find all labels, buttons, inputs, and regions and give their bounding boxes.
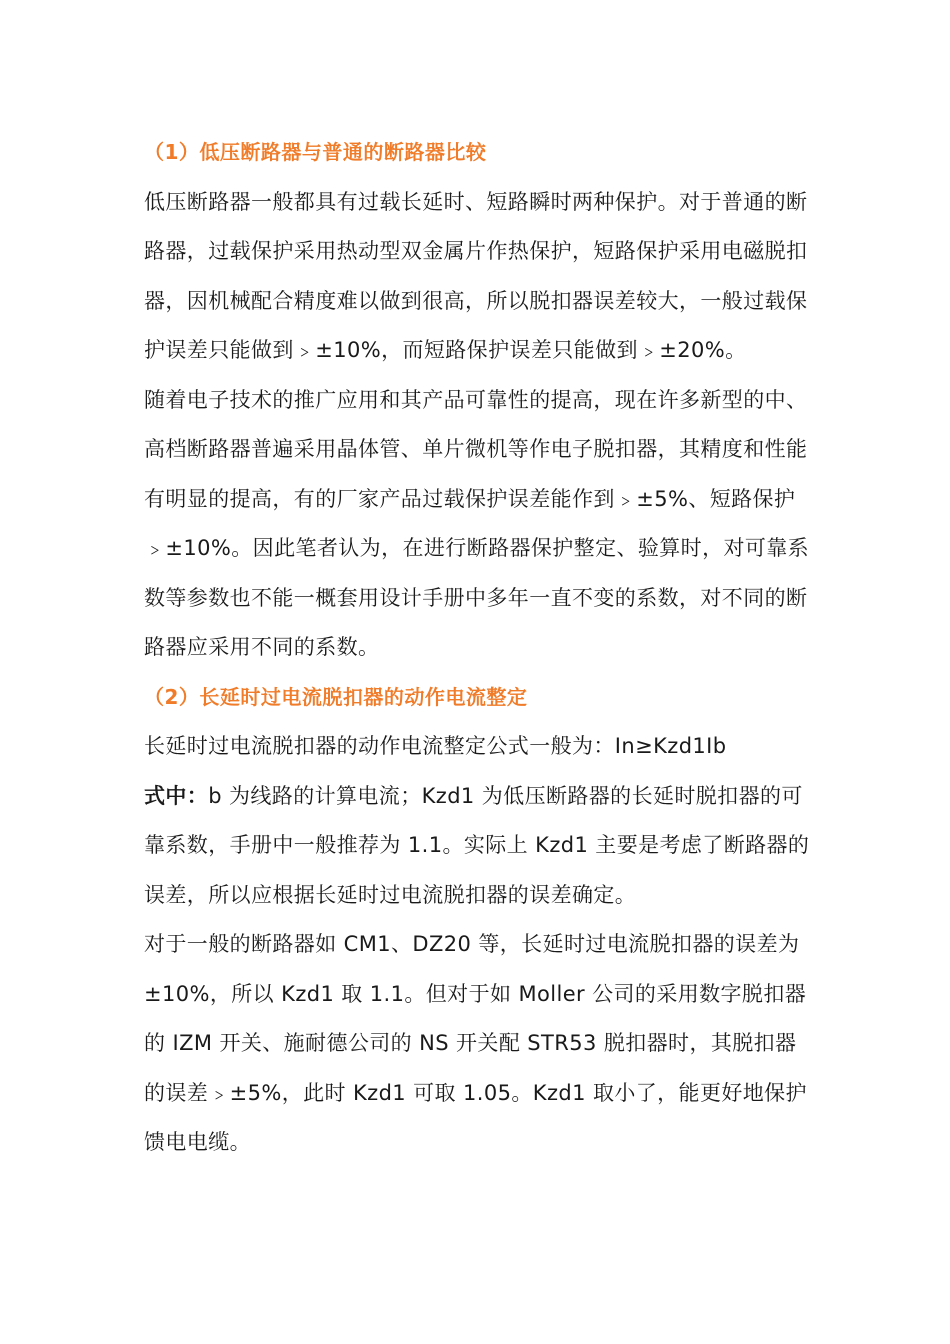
section-2-where: [144, 772, 812, 921]
section-2-formula: 长延时过电流脱扣器的动作电流整定公式一般为：In≥Kzd1Ib: [144, 734, 727, 758]
section-1-paragraph-1: 低压断路器一般都具有过载长延时、短路瞬时两种保护。对于普通的断路器，过载保护采用热动型双金属片作热保护，短路保护采用电磁脱扣器，因机械配合精度难以做到很高，所以脱扣器误差较大，一般过载保护误差只能做到﹥±10%，而短路保护误差只能做到﹥±20%。: [144, 189, 808, 362]
where-label: 式中：: [144, 783, 209, 808]
section-1-heading: （1）低压断路器与普通的断路器比较: [144, 140, 487, 164]
where-text: b 为线路的计算电流；Kzd1 为低压断路器的长延时脱扣器的可靠系数，手册中一般推荐为 1.1。实际上 Kzd1 主要是考虑了断路器的误差，所以应根据长延时过电流脱扣器的误差确定。: [144, 783, 810, 907]
section-2-paragraph-1: 对于一般的断路器如 CM1、DZ20 等，长延时过电流脱扣器的误差为±10%，所以 Kzd1 取 1.1。但对于如 Moller 公司的采用数字脱扣器的 IZM 开关、施耐德公司的 NS 开关配 STR53 脱扣器时，其脱扣器的误差﹥±5%，此时 Kzd1 可取 1.05。Kzd1 取小了，能更好地保护馈电电缆。: [144, 932, 807, 1154]
document-page: [144, 128, 812, 1168]
section-2-heading: （2）长延时过电流脱扣器的动作电流整定: [144, 684, 528, 709]
section-1-paragraph-2: 随着电子技术的推广应用和其产品可靠性的提高，现在许多新型的中、高档断路器普遍采用晶体管、单片微机等作电子脱扣器，其精度和性能有明显的提高，有的厂家产品过载保护误差能作到﹥±5%、短路保护﹥±10%。因此笔者认为，在进行断路器保护整定、验算时，对可靠系数等参数也不能一概套用设计手册中多年一直不变的系数，对不同的断路器应采用不同的系数。: [144, 387, 810, 659]
